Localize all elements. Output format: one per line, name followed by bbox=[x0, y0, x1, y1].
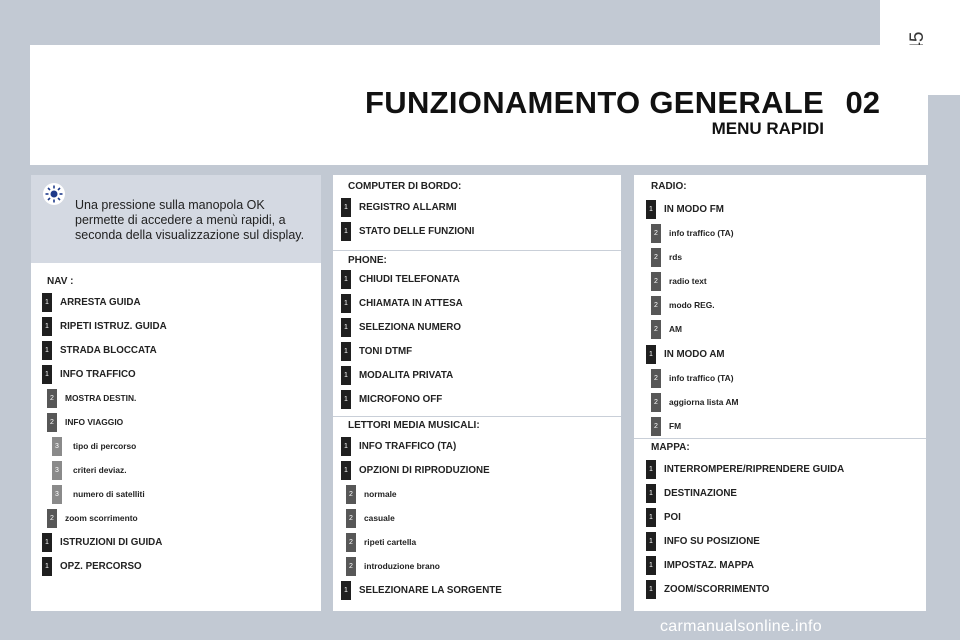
page-header bbox=[30, 45, 928, 165]
level-badge: 2 bbox=[346, 557, 356, 576]
menu-item: MODALITA PRIVATA bbox=[359, 370, 454, 381]
menu-item: DESTINAZIONE bbox=[664, 488, 737, 499]
menu-item: tipo di percorso bbox=[73, 441, 137, 451]
level-badge: 1 bbox=[341, 222, 351, 241]
radio-heading: RADIO: bbox=[651, 181, 687, 192]
level-badge: 1 bbox=[646, 484, 656, 503]
menu-item: ISTRUZIONI DI GUIDA bbox=[60, 537, 163, 548]
menu-item: OPZIONI DI RIPRODUZIONE bbox=[359, 465, 490, 476]
level-badge: 2 bbox=[651, 393, 661, 412]
menu-item: MICROFONO OFF bbox=[359, 394, 443, 405]
menu-item: REGISTRO ALLARMI bbox=[359, 202, 457, 213]
note-text: Una pressione sulla manopola OK permette di accedere a menù rapidi, a seconda della visualizzazione sul display. bbox=[75, 198, 305, 242]
level-badge: 1 bbox=[646, 580, 656, 599]
level-badge: 1 bbox=[341, 390, 351, 409]
level-badge: 2 bbox=[346, 533, 356, 552]
menu-item: SELEZIONARE LA SORGENTE bbox=[359, 585, 502, 596]
menu-item: INFO SU POSIZIONE bbox=[664, 536, 760, 547]
level-badge: 1 bbox=[646, 532, 656, 551]
divider bbox=[333, 250, 621, 251]
level-badge: 2 bbox=[651, 224, 661, 243]
menu-item: RIPETI ISTRUZ. GUIDA bbox=[60, 321, 167, 332]
level-badge: 3 bbox=[52, 485, 62, 504]
level-badge: 2 bbox=[47, 389, 57, 408]
level-badge: 1 bbox=[646, 556, 656, 575]
level-badge: 2 bbox=[346, 485, 356, 504]
menu-item: TONI DTMF bbox=[359, 346, 413, 357]
menu-item: introduzione brano bbox=[364, 561, 440, 571]
menu-item: MOSTRA DESTIN. bbox=[65, 393, 137, 403]
computer-heading: COMPUTER DI BORDO: bbox=[348, 181, 462, 192]
chapter-number: 02 bbox=[845, 85, 880, 120]
menu-item: OPZ. PERCORSO bbox=[60, 561, 142, 572]
menu-item: AM bbox=[669, 324, 683, 334]
menu-item: FM bbox=[669, 421, 682, 431]
menu-item: criteri deviaz. bbox=[73, 465, 127, 475]
menu-item: INFO VIAGGIO bbox=[65, 417, 124, 427]
mappa-heading: MAPPA: bbox=[651, 442, 690, 453]
sun-icon bbox=[43, 183, 65, 205]
level-badge: 2 bbox=[651, 417, 661, 436]
media-heading: LETTORI MEDIA MUSICALI: bbox=[348, 420, 480, 431]
level-badge: 1 bbox=[341, 198, 351, 217]
menu-item: INFO TRAFFICO (TA) bbox=[359, 441, 457, 452]
level-badge: 1 bbox=[42, 365, 52, 384]
level-badge: 2 bbox=[651, 296, 661, 315]
menu-item: aggiorna lista AM bbox=[669, 397, 739, 407]
divider bbox=[634, 438, 926, 439]
menu-item: INFO TRAFFICO bbox=[60, 369, 136, 380]
level-badge: 1 bbox=[341, 581, 351, 600]
level-badge: 1 bbox=[341, 366, 351, 385]
nav-heading: NAV : bbox=[47, 276, 74, 287]
level-badge: 2 bbox=[651, 248, 661, 267]
level-badge: 1 bbox=[341, 294, 351, 313]
level-badge: 3 bbox=[52, 437, 62, 456]
divider bbox=[333, 416, 621, 417]
level-badge: 1 bbox=[341, 461, 351, 480]
menu-item: STRADA BLOCCATA bbox=[60, 345, 157, 356]
level-badge: 2 bbox=[651, 320, 661, 339]
menu-item: POI bbox=[664, 512, 681, 523]
menu-item: IN MODO FM bbox=[664, 204, 724, 215]
menu-item: ripeti cartella bbox=[364, 537, 417, 547]
menu-item: info traffico (TA) bbox=[669, 228, 734, 238]
level-badge: 1 bbox=[646, 460, 656, 479]
page-title: FUNZIONAMENTO GENERALE bbox=[365, 85, 824, 120]
menu-item: SELEZIONA NUMERO bbox=[359, 322, 461, 333]
menu-item: CHIAMATA IN ATTESA bbox=[359, 298, 463, 309]
level-badge: 1 bbox=[42, 557, 52, 576]
phone-heading: PHONE: bbox=[348, 255, 387, 266]
level-badge: 1 bbox=[646, 200, 656, 219]
level-badge: 2 bbox=[651, 369, 661, 388]
level-badge: 1 bbox=[341, 342, 351, 361]
menu-item: info traffico (TA) bbox=[669, 373, 734, 383]
menu-item: radio text bbox=[669, 276, 707, 286]
level-badge: 3 bbox=[52, 461, 62, 480]
menu-item: IN MODO AM bbox=[664, 349, 725, 360]
level-badge: 1 bbox=[646, 345, 656, 364]
page-subtitle: MENU RAPIDI bbox=[711, 119, 824, 138]
level-badge: 2 bbox=[651, 272, 661, 291]
level-badge: 1 bbox=[42, 317, 52, 336]
level-badge: 1 bbox=[341, 318, 351, 337]
level-badge: 1 bbox=[42, 533, 52, 552]
menu-item: ARRESTA GUIDA bbox=[60, 297, 141, 308]
menu-item: normale bbox=[364, 489, 397, 499]
watermark: carmanualsonline.info bbox=[660, 618, 822, 635]
menu-item: numero di satelliti bbox=[73, 489, 145, 499]
menu-item: INTERROMPERE/RIPRENDERE GUIDA bbox=[664, 464, 845, 475]
menu-item: rds bbox=[669, 252, 683, 262]
menu-item: IMPOSTAZ. MAPPA bbox=[664, 560, 754, 571]
menu-item: zoom scorrimento bbox=[65, 513, 138, 523]
level-badge: 1 bbox=[341, 437, 351, 456]
info-note bbox=[31, 175, 321, 263]
level-badge: 2 bbox=[47, 509, 57, 528]
page-edge bbox=[928, 95, 960, 640]
level-badge: 1 bbox=[646, 508, 656, 527]
menu-item: casuale bbox=[364, 513, 395, 523]
menu-item: ZOOM/SCORRIMENTO bbox=[664, 584, 770, 595]
menu-item: CHIUDI TELEFONATA bbox=[359, 274, 460, 285]
level-badge: 2 bbox=[47, 413, 57, 432]
top-band bbox=[0, 0, 880, 45]
level-badge: 1 bbox=[42, 293, 52, 312]
level-badge: 1 bbox=[341, 270, 351, 289]
menu-item: STATO DELLE FUNZIONI bbox=[359, 226, 475, 237]
level-badge: 1 bbox=[42, 341, 52, 360]
menu-item: modo REG. bbox=[669, 300, 715, 310]
level-badge: 2 bbox=[346, 509, 356, 528]
